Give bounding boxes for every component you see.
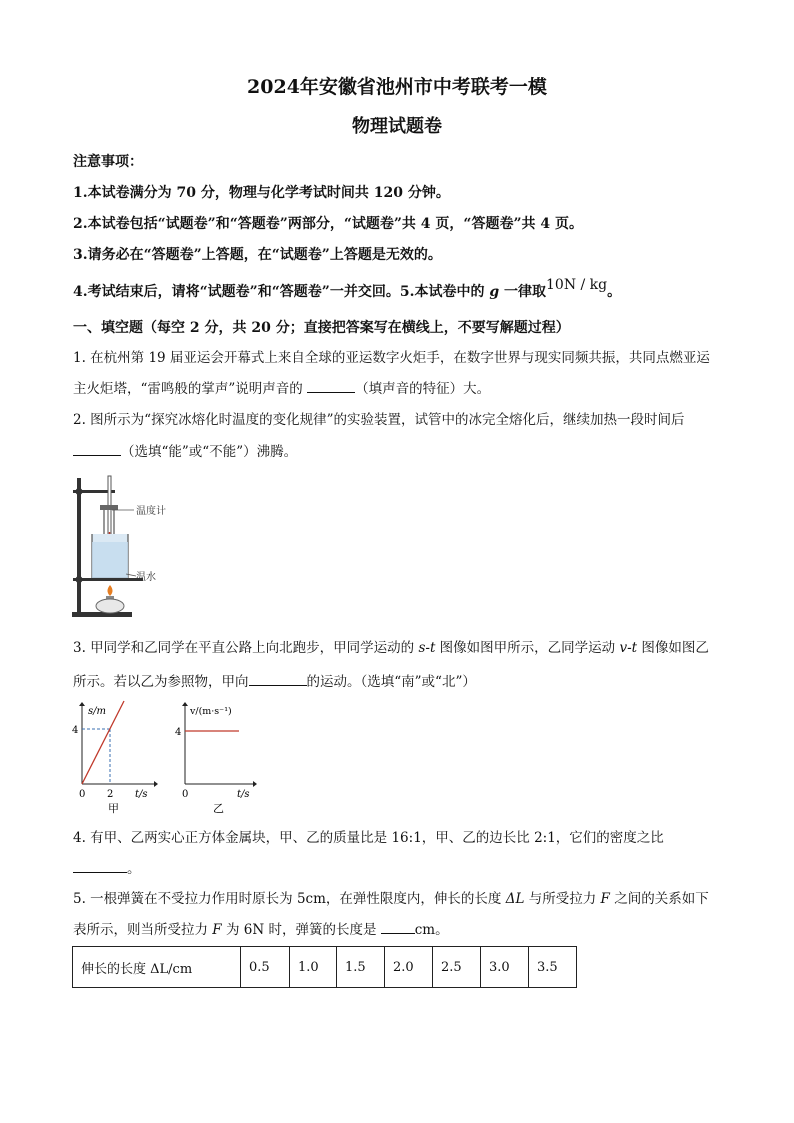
note-item-1: 1.本试卷满分为 70 分，物理与化学考试时间共 120 分钟。: [73, 185, 450, 201]
note-item-4-value: 10N / kg: [546, 277, 608, 293]
origin: 0: [182, 789, 189, 800]
note-item-4-prefix: 4.考试结束后，请将“试题卷”和“答题卷”一并交回。5.本试卷中的: [73, 284, 490, 300]
clamp-knob-bottom: [76, 576, 83, 583]
q1-line2: [73, 378, 490, 399]
notes-heading: 注意事项：: [73, 154, 143, 170]
q3-line1-a: 3. 甲同学和乙同学在平直公路上向北跑步，甲同学运动的: [73, 640, 419, 656]
q1-line1: 1. 在杭州第 19 届亚运会开幕式上来自全球的亚运数字火炬手，在数字世界与现实同频共振，共同点燃亚运: [73, 350, 710, 366]
q5-f: F: [600, 891, 610, 907]
q4-line2-b: 。: [127, 861, 141, 877]
table-cell: 2.0: [385, 947, 433, 988]
q4-line2: [73, 858, 141, 879]
table-cell: 3.0: [481, 947, 529, 988]
x-tick-2: 2: [107, 789, 114, 800]
table-cell: 1.5: [337, 947, 385, 988]
table-cell: 0.5: [241, 947, 290, 988]
flame: [108, 585, 113, 596]
table-cell: 3.5: [529, 947, 577, 988]
y-tick-4: 4: [175, 727, 182, 738]
q5-line2: [73, 919, 449, 940]
note-item-3: 3.请务必在“答题卷”上答题，在“试题卷”上答题是无效的。: [73, 247, 442, 263]
q3-vt: v-t: [619, 640, 638, 656]
q5-line1-a: 5. 一根弹簧在不受拉力作用时原长为 5cm，在弹性限度内，伸长的长度: [73, 891, 506, 907]
spring-table: [72, 946, 577, 988]
page-subtitle: 物理试题卷: [352, 116, 442, 137]
x-label: t/s: [135, 789, 148, 800]
origin: 0: [79, 789, 86, 800]
q2-answer-blank[interactable]: [73, 441, 121, 456]
q3-line2-b: 的运动。（选填“南”或“北”）: [306, 674, 476, 690]
table-header-cell: 伸长的长度 ΔL/cm: [73, 947, 241, 988]
q5-line1-c: 之间的关系如下: [609, 891, 709, 907]
q1-line2-b: （填声音的特征）大。: [355, 381, 491, 397]
table-cell: 2.5: [433, 947, 481, 988]
q5-line2-c: cm。: [414, 922, 449, 938]
q2-line1: 2. 图所示为“探究冰熔化时温度的变化规律”的实验装置，试管中的冰完全熔化后，继续加热一段时间后: [73, 412, 685, 428]
apparatus-figure: [70, 472, 190, 620]
q1-answer-blank[interactable]: [307, 378, 355, 393]
q3-line1-c: 图像如图乙: [637, 640, 709, 656]
note-item-4: [73, 277, 622, 301]
q2-line2: [73, 441, 297, 462]
q3-line1: [73, 638, 709, 658]
caption-jia: 甲: [108, 802, 119, 815]
q3-line2: [73, 671, 476, 692]
q1-line2-a: 主火炬塔，“雷鸣般的掌声”说明声音的: [73, 381, 308, 397]
q5-line1-b: 与所受拉力: [524, 891, 601, 907]
page-title: 2024年安徽省池州市中考联考一模: [247, 76, 547, 98]
q3-line1-b: 图像如图甲所示，乙同学运动: [435, 640, 620, 656]
tube-clamp: [100, 505, 118, 510]
x-label: t/s: [237, 789, 250, 800]
caption-yi: 乙: [213, 802, 224, 815]
q2-line2-b: （选填“能”或“不能”）沸腾。: [121, 444, 298, 460]
label-thermometer: 温度计: [136, 506, 166, 517]
table-row: [73, 947, 577, 988]
note-item-4-g: g: [489, 284, 500, 300]
q5-line2-a: 表所示，则当所受拉力: [73, 922, 213, 938]
ring-clamp: [73, 578, 143, 581]
q5-line2-b: 为 6N 时，弹簧的长度是: [221, 922, 381, 938]
note-item-4-mid: 一律取: [499, 284, 546, 300]
q4-line1: 4. 有甲、乙两实心正方体金属块，甲、乙的质量比是 16:1，甲、乙的边长比 2:1，它们的密度之比: [73, 830, 664, 846]
clamp-knob-top: [76, 488, 83, 495]
table-cell: 1.0: [290, 947, 337, 988]
q4-answer-blank[interactable]: [73, 858, 127, 873]
y-label: v/(m·s⁻¹): [190, 706, 232, 717]
y-tick-4: 4: [72, 725, 79, 736]
alcohol-burner: [96, 599, 124, 613]
q5-answer-blank[interactable]: [381, 919, 415, 934]
label-warm-water: 温水: [136, 572, 156, 583]
q5-line1: [73, 889, 709, 909]
q5-f2: F: [212, 922, 222, 938]
q3-st: s-t: [418, 640, 436, 656]
graph-jia: [70, 700, 160, 818]
note-item-4-end: 。: [607, 284, 622, 300]
q5-delta-l: ΔL: [505, 891, 525, 907]
section-heading: 一、填空题（每空 2 分，共 20 分；直接把答案写在横线上，不要写解题过程）: [73, 320, 570, 336]
stand-pole: [77, 478, 81, 614]
graph-yi: [173, 700, 273, 818]
q3-answer-blank[interactable]: [249, 671, 307, 686]
q3-line2-a: 所示。若以乙为参照物，甲向: [73, 674, 249, 690]
note-item-2: 2.本试卷包括“试题卷”和“答题卷”两部分，“试题卷”共 4 页，“答题卷”共 4 页。: [73, 216, 584, 232]
y-label: s/m: [88, 706, 106, 717]
